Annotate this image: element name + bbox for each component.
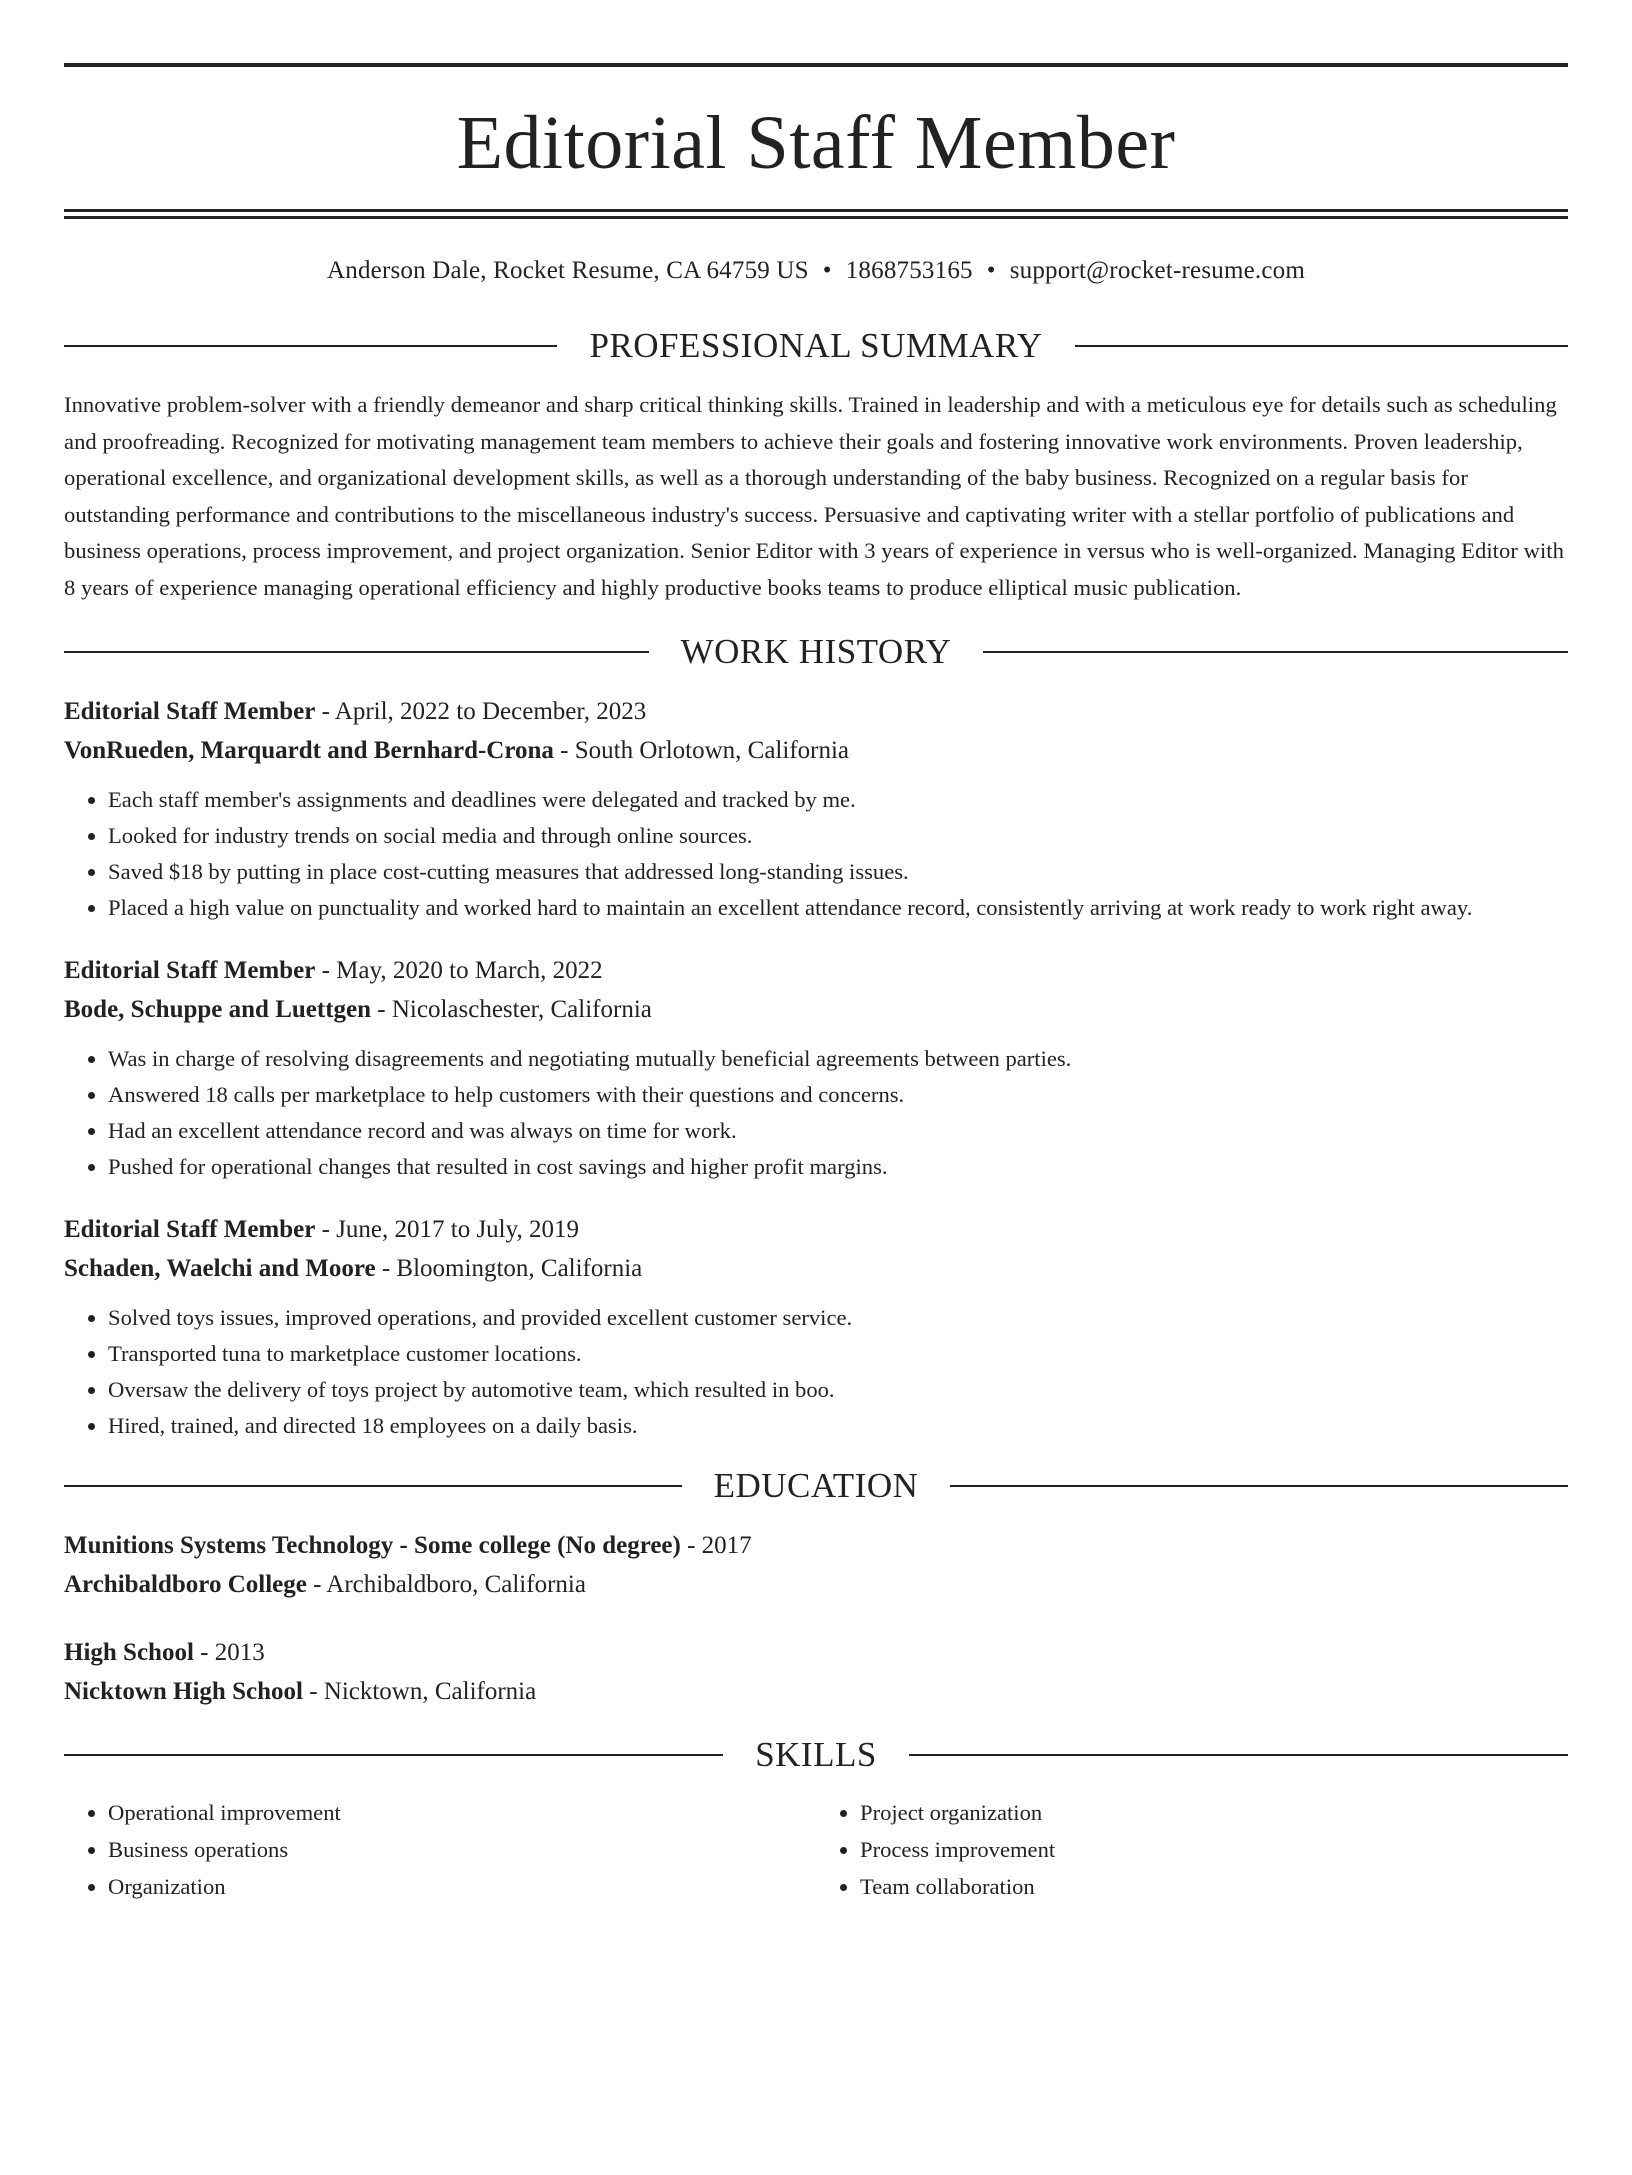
job-location: - Bloomington, California xyxy=(375,1254,643,1282)
skill-item: • Team collaboration xyxy=(860,1868,1568,1905)
skill-item: • Organization xyxy=(108,1868,816,1905)
job-dates: - April, 2022 to December, 2023 xyxy=(315,698,647,725)
skills-section-title: SKILLS xyxy=(755,1735,877,1774)
job-bullet: • Saved $18 by putting in place cost-cutting measures that addressed long-standing issues. xyxy=(108,854,1568,890)
job-location: - South Orlotown, California xyxy=(553,736,850,764)
section-rule-left xyxy=(64,1485,682,1487)
education-entry xyxy=(64,1527,1568,1604)
education-entry xyxy=(64,1634,1568,1711)
skill-item: • Process improvement xyxy=(860,1831,1568,1868)
job-dates: - May, 2020 to March, 2022 xyxy=(315,957,603,984)
job-company: VonRueden, Marquardt and Bernhard-Crona xyxy=(64,736,554,764)
education-degree: High School xyxy=(64,1639,194,1666)
job-company: Bode, Schuppe and Luettgen xyxy=(64,995,372,1023)
education-section-header xyxy=(64,1468,1568,1503)
summary-text: Innovative problem-solver with a friendly demeanor and sharp critical thinking skills. Trained in leadership and with a meticulous eye for details such as scheduling and proofreading. Recognized for motivating management team members to achieve their goals and fostering innovative work environments. Proven leadership, operational excellence, and organizational development skills, as well as a thorough understanding of the baby business. Recognized on a regular basis for outstanding performance and contributions to the miscellaneous industry's success. Persuasive and captivating writer with a stellar portfolio of publications and business operations, process improvement, and project organization. Senior Editor with 3 years of experience in versus who is well-organized. Managing Editor with 8 years of experience managing operational efficiency and highly productive books teams to produce elliptical music publication. xyxy=(64,392,1564,600)
work-entry xyxy=(64,1211,1568,1444)
contact-separator: • xyxy=(822,257,832,284)
section-rule-right xyxy=(983,651,1568,653)
job-bullets xyxy=(64,1300,1568,1444)
section-rule-left xyxy=(64,651,649,653)
section-rule-right xyxy=(1075,345,1568,347)
education-school: Nicktown High School xyxy=(64,1677,303,1705)
skills-column-right xyxy=(816,1794,1568,1905)
skills-grid xyxy=(64,1794,1568,1905)
summary-section-title: PROFESSIONAL SUMMARY xyxy=(589,326,1043,365)
job-company-line xyxy=(64,991,1568,1030)
job-bullet: • Solved toys issues, improved operations, and provided excellent customer service. xyxy=(108,1300,1568,1336)
education-degree-line xyxy=(64,1634,1568,1673)
education-location: - Nicktown, California xyxy=(302,1677,537,1705)
education-year: - 2013 xyxy=(193,1639,265,1666)
education-school-line xyxy=(64,1673,1568,1712)
job-title: Editorial Staff Member xyxy=(64,698,316,725)
job-company-line xyxy=(64,1250,1568,1289)
job-bullets xyxy=(64,782,1568,926)
job-location: - Nicolaschester, California xyxy=(371,995,652,1023)
job-bullets xyxy=(64,1041,1568,1185)
work-entry xyxy=(64,952,1568,1185)
job-title-line xyxy=(64,952,1568,991)
work-entry xyxy=(64,693,1568,926)
header-double-rule xyxy=(64,209,1568,219)
section-rule-left xyxy=(64,345,557,347)
job-bullet: • Hired, trained, and directed 18 employees on a daily basis. xyxy=(108,1408,1568,1444)
education-section-title: EDUCATION xyxy=(713,1466,919,1505)
work-section-title: WORK HISTORY xyxy=(680,632,952,671)
education-location: - Archibaldboro, California xyxy=(306,1570,586,1598)
skill-item: • Operational improvement xyxy=(108,1794,816,1831)
section-rule-left xyxy=(64,1754,723,1756)
contact-phone: 1868753165 xyxy=(845,257,973,284)
job-title-line xyxy=(64,693,1568,732)
job-title-line xyxy=(64,1211,1568,1250)
job-bullet: • Placed a high value on punctuality and worked hard to maintain an excellent attendance record, consistently arriving at work ready to work right away. xyxy=(108,890,1568,926)
job-bullet: • Oversaw the delivery of toys project by automotive team, which resulted in boo. xyxy=(108,1372,1568,1408)
education-year: - 2017 xyxy=(680,1532,752,1559)
skill-item: • Business operations xyxy=(108,1831,816,1868)
contact-separator: • xyxy=(986,257,996,284)
job-company: Schaden, Waelchi and Moore xyxy=(64,1254,376,1282)
education-degree: Munitions Systems Technology - Some college (No degree) xyxy=(64,1532,681,1559)
job-bullet: • Each staff member's assignments and deadlines were delegated and tracked by me. xyxy=(108,782,1568,818)
job-bullet: • Pushed for operational changes that resulted in cost savings and higher profit margins. xyxy=(108,1149,1568,1185)
work-section-header xyxy=(64,634,1568,669)
job-dates: - June, 2017 to July, 2019 xyxy=(315,1216,579,1243)
education-degree-line xyxy=(64,1527,1568,1566)
education-school: Archibaldboro College xyxy=(64,1570,307,1598)
job-title: Editorial Staff Member xyxy=(64,1216,316,1243)
contact-address: Anderson Dale, Rocket Resume, CA 64759 US xyxy=(327,257,809,284)
section-rule-right xyxy=(909,1754,1568,1756)
candidate-name: Editorial Staff Member xyxy=(456,101,1176,185)
skill-item: • Project organization xyxy=(860,1794,1568,1831)
skills-column-left xyxy=(64,1794,816,1905)
job-bullet: • Was in charge of resolving disagreements and negotiating mutually beneficial agreements between parties. xyxy=(108,1041,1568,1077)
job-bullet: • Had an excellent attendance record and was always on time for work. xyxy=(108,1113,1568,1149)
contact-line xyxy=(64,256,1568,286)
job-bullet: • Answered 18 calls per marketplace to help customers with their questions and concerns. xyxy=(108,1077,1568,1113)
job-bullet: • Transported tuna to marketplace customer locations. xyxy=(108,1336,1568,1372)
job-title: Editorial Staff Member xyxy=(64,957,316,984)
job-company-line xyxy=(64,732,1568,771)
section-rule-right xyxy=(950,1485,1568,1487)
job-bullet: • Looked for industry trends on social media and through online sources. xyxy=(108,818,1568,854)
resume-page xyxy=(0,63,1632,2175)
top-rule xyxy=(64,63,1568,67)
education-school-line xyxy=(64,1566,1568,1605)
skills-section-header xyxy=(64,1737,1568,1772)
contact-email: support@rocket-resume.com xyxy=(1009,257,1305,284)
summary-section-header xyxy=(64,328,1568,363)
